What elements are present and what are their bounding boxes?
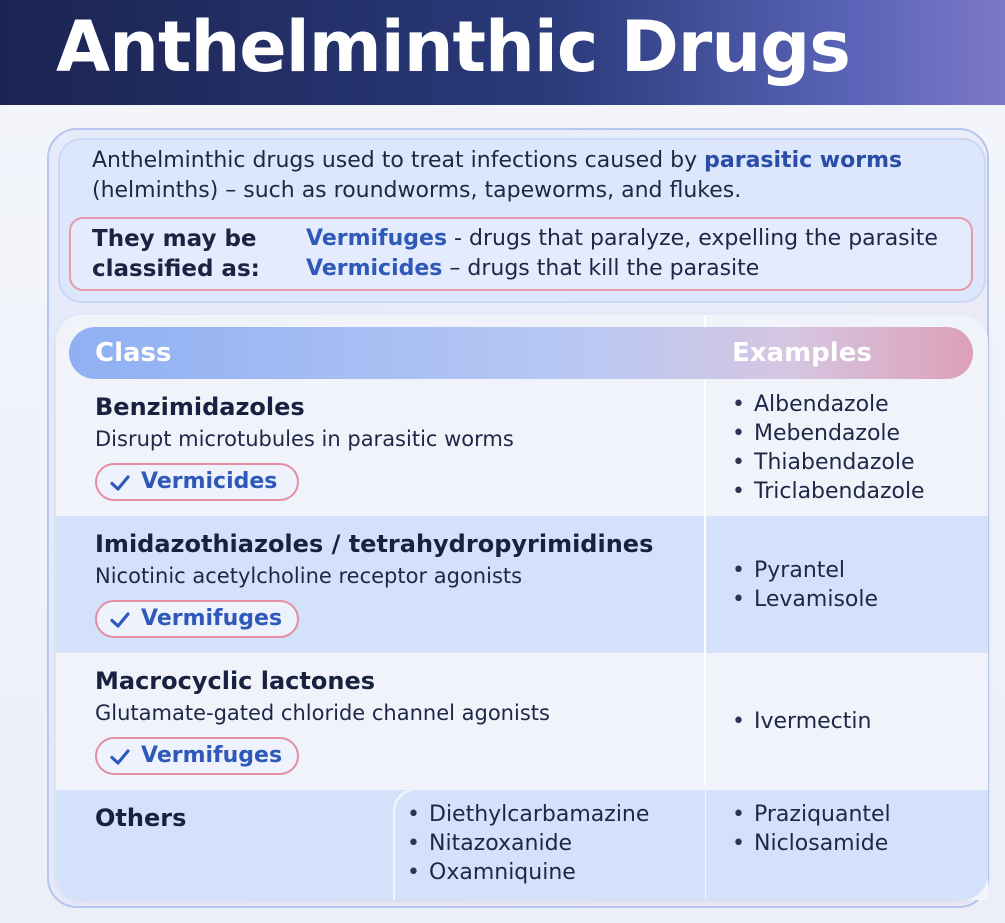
classification-label: They may be classified as: [92, 226, 260, 282]
check-icon [109, 609, 131, 631]
class-name: Benzimidazoles [95, 393, 305, 421]
badge-label: Vermifuges [141, 743, 283, 768]
examples-list [728, 556, 878, 614]
vermifuges-badge [95, 737, 299, 775]
class-name: Imidazothiazoles / tetrahydropyrimidines [95, 530, 654, 558]
page-title: Anthelminthic Drugs [56, 6, 850, 88]
check-icon [109, 472, 131, 494]
column-divider [704, 315, 706, 785]
list-item: • Oxamniquine [403, 858, 649, 887]
list-item: • Levamisole [728, 585, 878, 614]
list-item: • Ivermectin [728, 707, 871, 736]
list-item: • Triclabendazole [728, 477, 925, 506]
examples-list [728, 707, 871, 736]
examples-list [728, 800, 891, 858]
header-class: Class [95, 338, 172, 368]
header-examples: Examples [732, 338, 872, 368]
others-middle-list [403, 800, 649, 887]
badge-label: Vermicides [141, 469, 278, 494]
classification-item: Vermifuges - drugs that paralyze, expelling the parasite [306, 226, 938, 251]
check-icon [109, 746, 131, 768]
class-description: Nicotinic acetylcholine receptor agonists [95, 564, 523, 588]
class-name: Macrocyclic lactones [95, 667, 376, 695]
list-item: • Diethylcarbamazine [403, 800, 649, 829]
class-description: Glutamate-gated chloride channel agonists [95, 701, 550, 725]
class-name: Others [95, 804, 187, 832]
vermicides-badge [95, 463, 299, 501]
list-item: • Thiabendazole [728, 448, 925, 477]
list-item: • Albendazole [728, 390, 925, 419]
intro-highlight: parasitic worms [704, 148, 903, 173]
list-item: • Nitazoxanide [403, 829, 649, 858]
list-item: • Mebendazole [728, 419, 925, 448]
list-item: • Niclosamide [728, 829, 891, 858]
class-description: Disrupt microtubules in parasitic worms [95, 427, 514, 451]
list-item: • Praziquantel [728, 800, 891, 829]
classification-item: Vermicides – drugs that kill the parasite [306, 256, 760, 281]
intro-text: Anthelminthic drugs used to treat infections caused by parasitic worms (helminths) – such as roundworms, tapeworms, and flukes. [92, 148, 903, 203]
vermifuges-badge [95, 600, 299, 638]
examples-list [728, 390, 925, 506]
list-item: • Pyrantel [728, 556, 878, 585]
badge-label: Vermifuges [141, 606, 283, 631]
classification-list [306, 224, 966, 284]
